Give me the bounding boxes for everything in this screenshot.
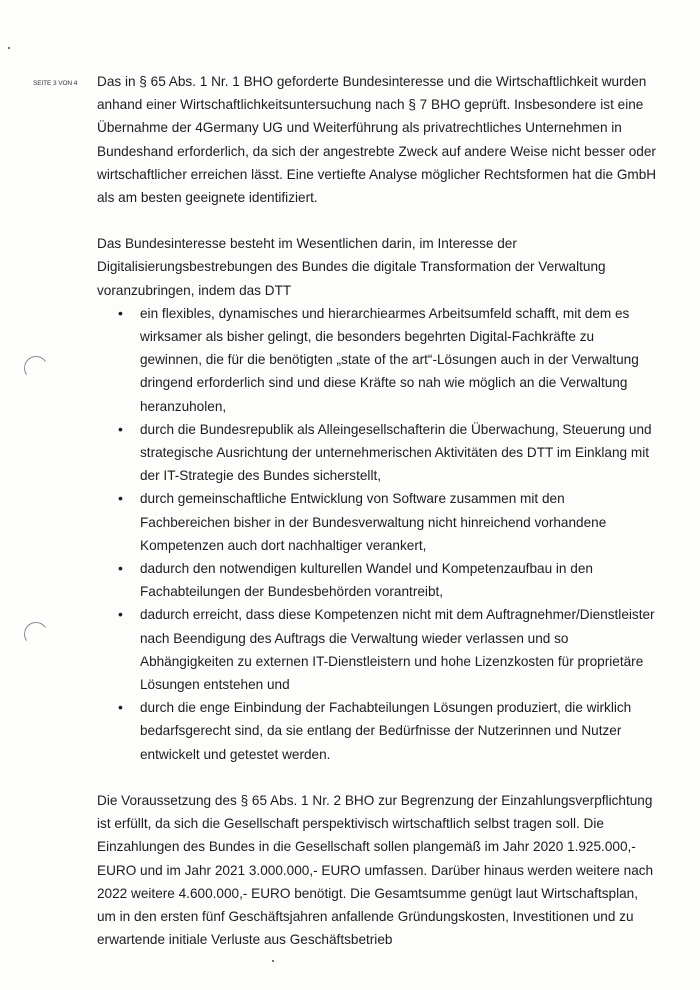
bullet-list [97, 302, 657, 766]
list-item: • durch die enge Einbindung der Fachabteilungen Lösungen produziert, die wirklich bedarfsgerecht sind, da sie entlang der Bedürfnisse der Nutzerinnen und Nutzer entwickelt und getestet werden. [140, 696, 657, 766]
body-text [97, 70, 657, 951]
scan-speck [272, 960, 274, 962]
punch-hole-mark [22, 354, 50, 382]
list-item: • durch gemeinschaftliche Entwicklung von Software zusammen mit den Fachbereichen bisher in der Bundesverwaltung nicht hinreichend vorhandene Kompetenzen auch dort nachhaltiger verankert, [140, 487, 657, 557]
page-number-label: SEITE 3 VON 4 [33, 80, 78, 87]
list-item: • ein flexibles, dynamisches und hierarchiearmes Arbeitsumfeld schafft, mit dem es wirksamer als bisher gelingt, die besonders begehrten Digital-Fachkräfte zu gewinnen, die für die benötigten „state of the art“-Lösungen auch in der Verwaltung dringend erforderlich sind und diese Kräfte so nah wie möglich an die Verwaltung heranzuholen, [140, 302, 657, 418]
list-item: • dadurch den notwendigen kulturellen Wandel und Kompetenzaufbau in den Fachabteilungen der Bundesbehörden vorantreibt, [140, 557, 657, 603]
paragraph-wirtschaftlichkeit: Das in § 65 Abs. 1 Nr. 1 BHO geforderte Bundesinteresse und die Wirtschaftlichkeit wurden anhand einer Wirtschaftlichkeitsuntersuchung nach § 7 BHO geprüft. Insbesondere ist eine Übernahme der 4Germany UG und Weiterführung als privatrechtliches Unternehmen in Bundeshand erforderlich, da sich der angestrebte Zweck auf andere Weise nicht besser oder wirtschaftlicher erreichen lässt. Eine vertiefte Analyse möglicher Rechtsformen hat die GmbH als am besten geeignete identifiziert. [97, 74, 657, 206]
list-item: • dadurch erreicht, dass diese Kompetenzen nicht mit dem Auftragnehmer/Dienstleister nach Beendigung des Auftrags die Verwaltung wieder verlassen und so Abhängigkeiten zu externen IT-Dienstleistern und hohe Lizenzkosten für proprietäre Lösungen entstehen und [140, 603, 657, 696]
paragraph-bundesinteresse: Das Bundesinteresse besteht im Wesentlichen darin, im Interesse der Digitalisierungsbestrebungen des Bundes die digitale Transformation der Verwaltung voranzubringen, indem das DTT [97, 236, 606, 298]
scan-speck [8, 47, 10, 49]
list-item: • durch die Bundesrepublik als Alleingesellschafterin die Überwachung, Steuerung und strategische Ausrichtung der unternehmerischen Aktivitäten des DTT im Einklang mit der IT-Strategie des Bundes sicherstellt, [140, 418, 657, 488]
paragraph-einzahlungsverpflichtung: Die Voraussetzung des § 65 Abs. 1 Nr. 2 BHO zur Begrenzung der Einzahlungsverpflichtung ist erfüllt, da sich die Gesellschaft perspektivisch wirtschaftlich selbst tragen soll. Die Einzahlungen des Bundes in die Gesellschaft sollen plangemäß im Jahr 2020 1.925.000,- EURO und im Jahr 2021 3.000.000,- EURO umfassen. Darüber hinaus werden weitere nach 2022 weitere 4.600.000,- EURO benötigt. Die Gesamtsumme genügt laut Wirtschaftsplan, um in den ersten fünf Geschäftsjahren anfallende Gründungskosten, Investitionen und zu erwartende initiale Verluste aus Geschäftsbetrieb [97, 792, 654, 948]
punch-hole-mark [22, 620, 50, 648]
